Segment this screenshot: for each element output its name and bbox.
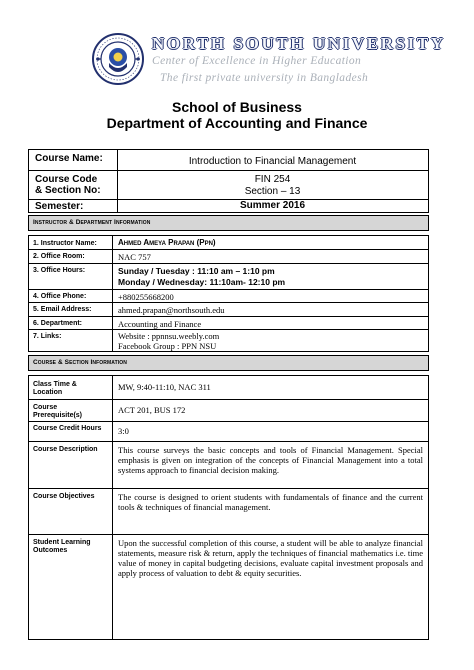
facebook-group-link[interactable]: Facebook Group : PPN NSU: [118, 341, 217, 351]
objectives-label: Course Objectives: [33, 493, 95, 500]
office-room-value: NAC 757: [118, 252, 151, 262]
divider: [29, 534, 428, 535]
course-code-value: FIN 254: [254, 174, 291, 185]
office-phone-value: +880255668200: [118, 292, 174, 302]
learning-outcomes-label-1: Student Learning: [33, 539, 91, 546]
semester-value: Summer 2016: [239, 200, 306, 211]
prerequisite-label-2: Prerequisite(s): [33, 412, 83, 419]
class-time-value: MW, 9:40-11:10, NAC 311: [118, 382, 211, 392]
credit-hours-label: Course Credit Hours: [33, 425, 102, 432]
divider: [29, 249, 428, 250]
course-code-label-1: Course Code: [35, 174, 98, 185]
office-hours-line-2: Monday / Wednesday: 11:10am- 12:10 pm: [118, 277, 286, 287]
learning-outcomes-label-2: Outcomes: [33, 547, 68, 554]
divider: [29, 263, 428, 264]
website-link[interactable]: Website : ppnnsu.weebly.com: [118, 331, 220, 341]
divider: [29, 399, 428, 400]
instructor-name-value: Ahmed Ameya Prapan (Ppn): [118, 238, 216, 247]
links-label: 7. Links:: [33, 333, 62, 340]
course-code-label-2: & Section No:: [35, 185, 101, 196]
objectives-value: The course is designed to orient students with fundamentals of finance and the current tools & techniques of financial management.: [118, 492, 423, 512]
instructor-section-heading: Instructor & Department Information: [28, 215, 429, 231]
divider: [29, 289, 428, 290]
course-name-value: Introduction to Financial Management: [188, 156, 357, 167]
university-tagline-2: The first private university in Bangladesh: [160, 72, 369, 84]
course-section-heading: Course & Section Information: [28, 355, 429, 371]
credit-hours-value: 3:0: [118, 426, 129, 436]
class-time-label-2: Location: [33, 389, 63, 396]
instructor-name-label: 1. Instructor Name:: [33, 240, 97, 247]
class-time-label-1: Class Time &: [33, 381, 77, 388]
divider: [29, 488, 428, 489]
divider: [29, 316, 428, 317]
school-title: School of Business: [172, 99, 302, 115]
office-hours-line-1: Sunday / Tuesday : 11:10 am – 1:10 pm: [118, 266, 275, 276]
office-hours-value-2: [118, 277, 285, 287]
section-value: Section – 13: [244, 186, 301, 197]
office-hours-label: 3. Office Hours:: [33, 267, 86, 274]
email-value[interactable]: ahmed.prapan@northsouth.edu: [118, 305, 225, 315]
department-title: Department of Accounting and Finance: [106, 115, 368, 131]
office-phone-label: 4. Office Phone:: [33, 293, 87, 300]
semester-label: Semester:: [35, 201, 84, 212]
office-hours-value-1: [118, 266, 275, 276]
prerequisite-label-1: Course: [33, 404, 58, 411]
semester-row: [29, 200, 428, 213]
office-room-label: 2. Office Room:: [33, 253, 85, 260]
divider: [29, 329, 428, 330]
university-name: NORTH SOUTH UNIVERSITY: [152, 34, 446, 53]
university-tagline-1: Center of Excellence in Higher Education: [152, 55, 362, 67]
learning-outcomes-value: Upon the successful completion of this course, a student will be able to analyze financial statements, measure risk & return, apply the techniques of financial mathematics i.e. time value of money in capital budgeting decisions, evaluate capital investment proposals and apply process of valuation to debt & equity securities.: [118, 538, 423, 578]
department-value: Accounting and Finance: [118, 319, 202, 329]
prerequisite-value: ACT 201, BUS 172: [118, 405, 186, 415]
course-name-label: Course Name:: [35, 153, 103, 164]
course-section-table: [28, 375, 429, 640]
instructor-table: [28, 235, 429, 352]
description-label: Course Description: [33, 446, 98, 453]
divider: [29, 421, 428, 422]
description-value: This course surveys the basic concepts and tools of Financial Management. Special emphasis is given on integration of the concepts of Financial Management into a total systems approach to financial decision making.: [118, 445, 423, 475]
instructor-table-divider: [112, 236, 113, 351]
email-label: 5. Email Address:: [33, 306, 92, 313]
divider: [29, 441, 428, 442]
university-seal-icon: [92, 33, 144, 85]
department-label: 6. Department:: [33, 320, 83, 327]
course-section-table-divider: [112, 376, 113, 639]
course-name-row: [29, 150, 428, 171]
course-info-table: [28, 149, 429, 213]
course-code-row: [29, 171, 428, 200]
divider: [29, 302, 428, 303]
